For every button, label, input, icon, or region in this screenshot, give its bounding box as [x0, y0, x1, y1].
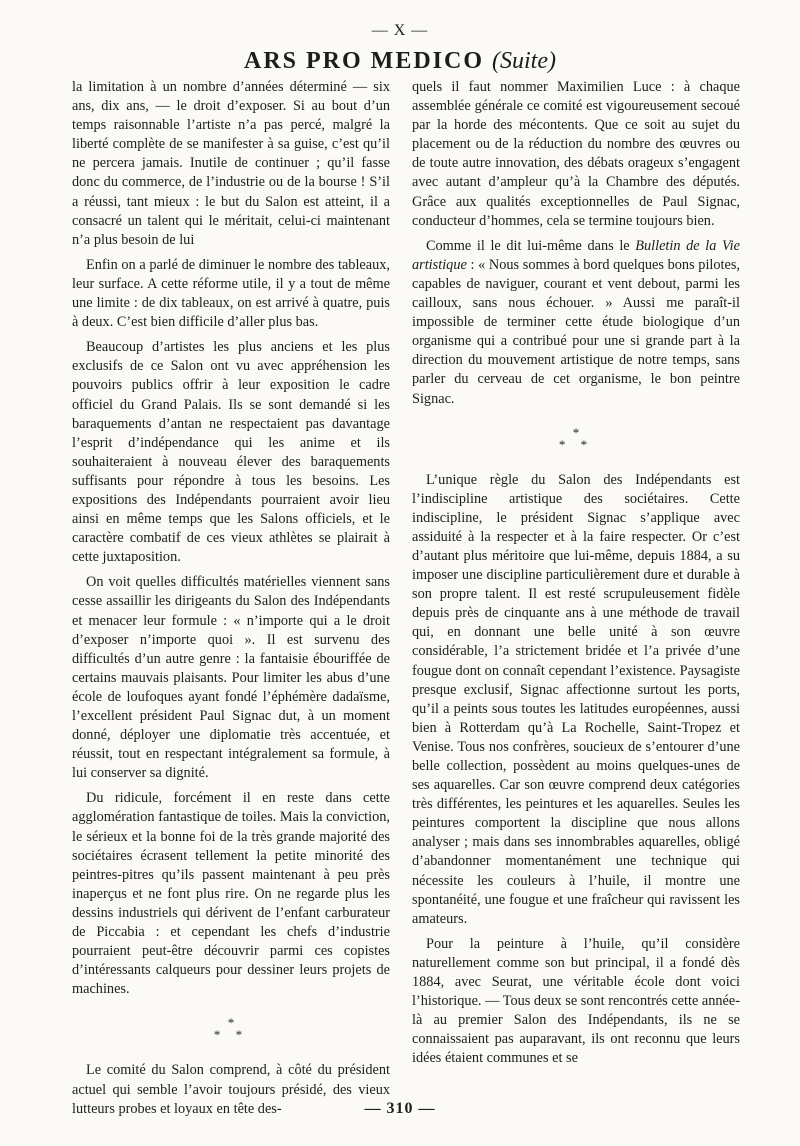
- paragraph: la limitation à un nombre d’années déterminé — six ans, dix ans, — le droit d’exposer. Si au bout d’un temps raisonnable l’artiste n’a pas percé, malgré la liberté complète de se manifester à sa guise, c’est qu’il ne percera jamais. Inutile de continuer ; qu’il fasse donc du commerce, de l’industrie ou de la bourse ! S’il a réussi, tant mieux : le but du Salon est atteint, il a consacré un talent qui le méritait, celui-ci maintenant n’a plus besoin de lui: [72, 79, 390, 248]
- left-column: [72, 78, 390, 1125]
- paragraph: Le comité du Salon comprend, à côté du président actuel qui semble l’avoir toujours présidé, des vieux lutteurs probes et loyaux en tête des-: [72, 1062, 390, 1117]
- paragraph: L’unique règle du Salon des Indépendants est l’indiscipline artistique des sociétaires. Cette indiscipline, le président Signac s’applique avec assiduité à la respecter et à la faire respecter. Or c’est d’autant plus méritoire que lui-même, depuis 1884, a su imposer une discipline particulièrement dure et durable à son propre talent. Il est resté scrupuleusement fidèle depuis près de cinquante ans à une méthode de travail qui, en donnant une belle unité à son œuvre considérable, l’a strictement bridée et l’a privée d’une fougue dont on connaît cependant l’existence. Paysagiste presque exclusif, Signac affectionne surtout les ports, qu’il a peints sous toutes les latitudes européennes, aussi bien à Rotterdam qu’à La Rochelle, Saint-Tropez et Venise. Tous nos confrères, soucieux de s’entourer d’une belle collection, possèdent au moins quelques-unes de ses aquarelles. Car son œuvre comprend deux catégories très différentes, les peintures et les aquarelles. Seules les peintures comportent la discipline que nous allons analyser ; mais dans ses innombrables aquarelles, obligé d’abandonner momentanément une technique qui nécessite les couleurs à l’huile, il montre une spontanéité, une fougue et une fraîcheur qui ravissent les amateurs.: [412, 471, 740, 927]
- folio: — X —: [371, 22, 429, 39]
- paragraph: [412, 237, 740, 409]
- asterism-bottom: * *: [213, 1027, 249, 1043]
- section-break-asterism: [412, 424, 740, 452]
- continued-label: (Suite): [492, 48, 556, 74]
- paragraph-text: Comme il le dit lui-même dans le: [426, 237, 636, 254]
- right-column: [412, 78, 740, 1075]
- paragraph: Beaucoup d’artistes les plus anciens et les plus exclusifs de ce Salon ont vu avec appréhension les pouvoirs publics offrir à leur exposition le cadre officiel du Grand Palais. Ils se sont demandé si les baraquements d’antan ne respectaient pas davantage l’esprit d’indépendance qui les anime et ils souhaiteraient à nouveau élever des baraquements suffisants pour répondre à tous les besoins. Les expositions des Indépendants pourraient avoir lieu ainsi en même temps que les Salons officiels, et le caractère combatif de ces vieux athlètes se plairait à cette juxtaposition.: [72, 339, 390, 566]
- paragraph-text: : « Nous sommes à bord quelques bons pilotes, capables de naviguer, courant et vent debout, parmi les cailloux, sans nous échouer. » Aussi me paraît-il impossible de terminer cette étude biologique d’un organisme qui a contribué pour une si grande part à la direction du mouvement artistique de notre temps, sans parler du cerveau de cet organisme, le bon peintre Signac.: [412, 256, 740, 407]
- paragraph: Enfin on a parlé de diminuer le nombre des tableaux, leur surface. A cette réforme utile, il y a tout de même une limite : de dix tableaux, on est arrivé à quatre, puis à deux. C’est bien difficile d’aller plus bas.: [72, 256, 390, 331]
- paragraph: On voit quelles difficultés matérielles viennent sans cesse assaillir les dirigeants du Salon des Indépendants et menacer leur formule : « n’importe qui a le droit d’exposer n’importe quoi ». Il est survenu des difficultés d’un autre genre : la fantaisie ébouriffée de certains mauvais plaisants. Pour limiter les abus d’une école de loufoques ayant fondé l’éphémère dadaïsme, l’excellent président Paul Signac dut, à un moment donné, déployer une diplomatie très accentuée, et réussit, tout en respectant intégralement sa formule, à lui conserver sa dignité.: [72, 574, 390, 782]
- page-number: — 310 —: [364, 1100, 436, 1117]
- bulletin-title: Bulletin de la Vie artistique: [412, 237, 740, 273]
- asterism-top: *: [572, 424, 586, 440]
- paragraph: quels il faut nommer Maximilien Luce : à chaque assemblée générale ce comité est vigoureusement secoué par la horde des mécontents. Que ce soit au sujet du placement ou de la réduction du nombre des œuvres ou de toute autre innovation, des débats orageux s’engagent avec autant d’ampleur qu’à la Chambre des députés. Grâce aux qualités exceptionnelles de Paul Signac, conducteur d’hommes, cela se termine toujours bien.: [412, 79, 740, 229]
- journal-title: ARS PRO MEDICO: [244, 48, 485, 74]
- asterism-top: *: [227, 1015, 241, 1031]
- paragraph: Du ridicule, forcément il en reste dans cette agglomération fantastique de toiles. Mais la conviction, le sérieux et la bonne foi de la très grande majorité des sociétaires écrasent tellement la petite minorité des peintres-pitres qu’ils passent maintenant à peu près inaperçus et ne font plus rire. On ne regarde plus les dessins industriels qui dérivent de l’enfant carburateur de Piccabia : et cependant les chefs d’industrie pourraient peut-être découvrir parmi ces copistes d’intéressants calqueurs pour dessiner leurs projets de machines.: [72, 790, 390, 998]
- section-break-asterism: [72, 1017, 390, 1041]
- running-head: [0, 48, 800, 75]
- asterism-bottom: * *: [558, 436, 594, 452]
- paragraph: Pour la peinture à l’huile, qu’il considère naturellement comme son but principal, il a fondé dès 1884, avec Seurat, une véritable école dont voici l’historique. — Tous deux se sont rencontrés cette année-là au premier Salon des Indépendants, ils ne se connaissaient pas auparavant, ils ont reconnu que leurs idées étaient communes et se: [412, 935, 740, 1067]
